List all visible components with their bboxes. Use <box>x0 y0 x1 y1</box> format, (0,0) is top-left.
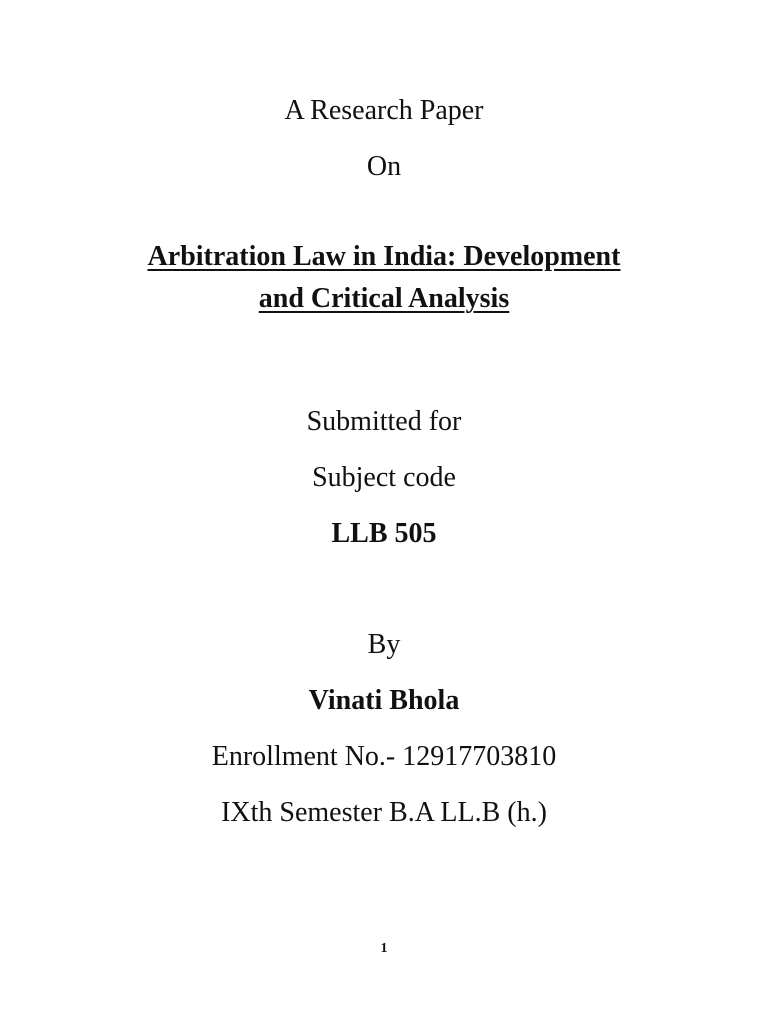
by-label: By <box>367 629 401 660</box>
page-number: 1 <box>380 941 388 956</box>
subject-code-value: LLB 505 <box>331 518 437 549</box>
enrollment-number: Enrollment No.- 12917703810 <box>211 741 557 772</box>
on-label: On <box>366 151 402 182</box>
submitted-for-label: Submitted for <box>306 406 462 437</box>
paper-type-heading: A Research Paper <box>284 95 484 126</box>
paper-title-line-2: and Critical Analysis <box>258 283 510 314</box>
subject-code-label: Subject code <box>312 462 456 493</box>
author-name: Vinati Bhola <box>308 685 460 716</box>
semester-info: IXth Semester B.A LL.B (h.) <box>221 797 547 828</box>
paper-title-line-1: Arbitration Law in India: Development <box>147 241 621 272</box>
